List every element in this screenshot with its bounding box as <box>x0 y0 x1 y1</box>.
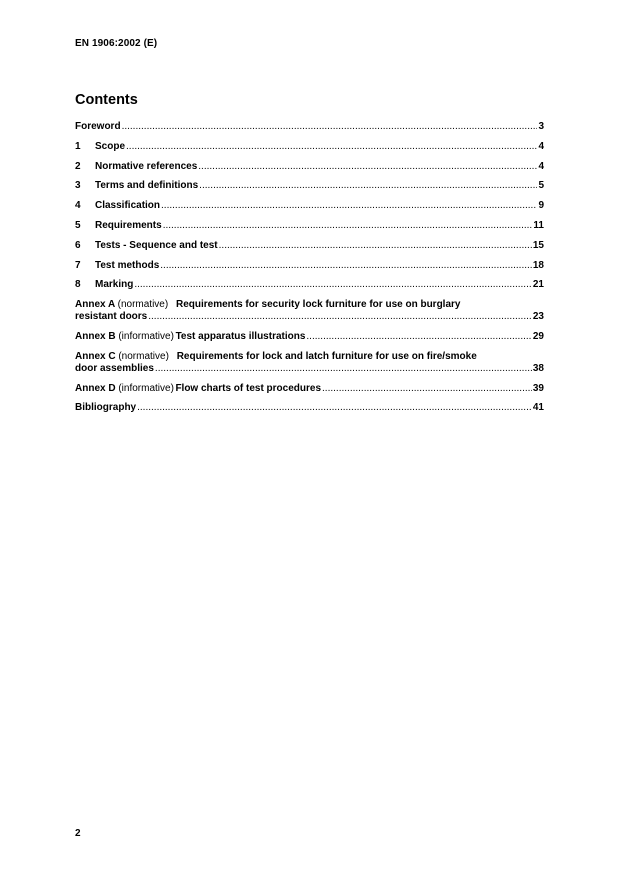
toc-leader-dots <box>122 121 538 133</box>
annex-title-continued: resistant doors <box>75 311 148 323</box>
toc-entry-foreword[interactable] <box>75 121 544 133</box>
annex-type: (informative) <box>118 330 174 342</box>
contents-title: Contents <box>75 92 138 108</box>
toc-entry-page: 38 <box>532 362 544 374</box>
toc-entry-page: 18 <box>532 259 544 271</box>
toc-leader-dots <box>198 161 537 173</box>
toc-entry-title: Marking <box>95 279 134 291</box>
toc-entry-requirements[interactable] <box>75 220 544 232</box>
toc-entry-page: 9 <box>538 200 544 212</box>
toc-entry-page: 21 <box>532 279 544 291</box>
annex-title: Requirements for security lock furniture for use on burglary <box>175 299 461 311</box>
annex-type: (informative) <box>118 382 174 394</box>
toc-entry-title: Terms and definitions <box>95 180 199 192</box>
page-number: 2 <box>75 828 81 839</box>
document-header: EN 1906:2002 (E) <box>75 38 158 49</box>
toc-entry-annex-d[interactable] <box>75 383 544 395</box>
annex-title: Test apparatus illustrations <box>175 330 306 342</box>
toc-entry-title: Normative references <box>95 160 198 172</box>
toc-leader-dots <box>137 402 532 414</box>
toc-leader-dots <box>163 220 533 232</box>
toc-leader-dots <box>161 200 537 212</box>
annex-type: (normative) <box>117 299 169 311</box>
toc-leader-dots <box>134 279 532 291</box>
annex-label: Annex A <box>75 299 115 311</box>
toc-leader-dots <box>155 363 532 375</box>
toc-entry-page: 39 <box>532 382 544 394</box>
toc-entry-page: 3 <box>538 121 544 132</box>
toc-entry-tests-sequence[interactable] <box>75 240 544 252</box>
annex-title: Requirements for lock and latch furniture for use on fire/smoke <box>176 350 477 362</box>
toc-leader-dots <box>199 180 537 192</box>
toc-leader-dots <box>322 383 532 395</box>
annex-title-continued: door assemblies <box>75 362 154 374</box>
toc-entry-number: 6 <box>75 239 81 251</box>
toc-entry-page: 29 <box>532 330 544 342</box>
toc-entry-title: Scope <box>95 140 126 152</box>
toc-entry-number: 7 <box>75 259 81 271</box>
toc-entry-scope[interactable] <box>75 141 544 153</box>
toc-entry-annex-c[interactable] <box>75 351 544 375</box>
toc-entry-number: 8 <box>75 279 81 291</box>
toc-entry-normative-references[interactable] <box>75 161 544 173</box>
toc-entry-page: 41 <box>532 402 544 414</box>
toc-entry-page: 5 <box>538 180 544 192</box>
toc-leader-dots <box>306 331 531 343</box>
toc-entry-number: 5 <box>75 219 81 231</box>
toc-entry-title: Requirements <box>95 219 162 231</box>
toc-entry-title: Test methods <box>95 259 160 271</box>
toc-entry-title: Foreword <box>75 121 121 132</box>
annex-type: (normative) <box>118 350 169 362</box>
annex-label: Annex D <box>75 382 116 394</box>
toc-entry-number: 4 <box>75 200 81 212</box>
toc-leader-dots <box>126 141 537 153</box>
toc-entry-number: 3 <box>75 180 81 192</box>
toc-entry-title: Classification <box>95 200 161 212</box>
toc-entry-page: 15 <box>532 239 544 251</box>
annex-label: Annex B <box>75 330 116 342</box>
toc-entry-title: Bibliography <box>75 402 137 414</box>
toc-entry-annex-a[interactable] <box>75 299 544 323</box>
toc-entry-test-methods[interactable] <box>75 260 544 272</box>
toc-leader-dots <box>219 240 532 252</box>
toc-entry-page: 4 <box>538 160 544 172</box>
toc-entry-page: 4 <box>538 140 544 152</box>
toc-entry-annex-b[interactable] <box>75 331 544 343</box>
toc-entry-terms-and-definitions[interactable] <box>75 180 544 192</box>
toc-leader-dots <box>160 260 532 272</box>
toc-entry-number: 1 <box>75 140 81 152</box>
annex-title: Flow charts of test procedures <box>175 382 322 394</box>
annex-label: Annex C <box>75 350 116 362</box>
toc-entry-classification[interactable] <box>75 200 544 212</box>
toc-entry-marking[interactable] <box>75 279 544 291</box>
toc-entry-page: 23 <box>532 311 544 323</box>
toc-entry-title: Tests - Sequence and test <box>95 239 218 251</box>
toc-entry-bibliography[interactable] <box>75 402 544 414</box>
table-of-contents <box>75 121 544 422</box>
toc-leader-dots <box>148 311 532 323</box>
toc-entry-page: 11 <box>533 219 544 231</box>
toc-entry-number: 2 <box>75 160 81 172</box>
